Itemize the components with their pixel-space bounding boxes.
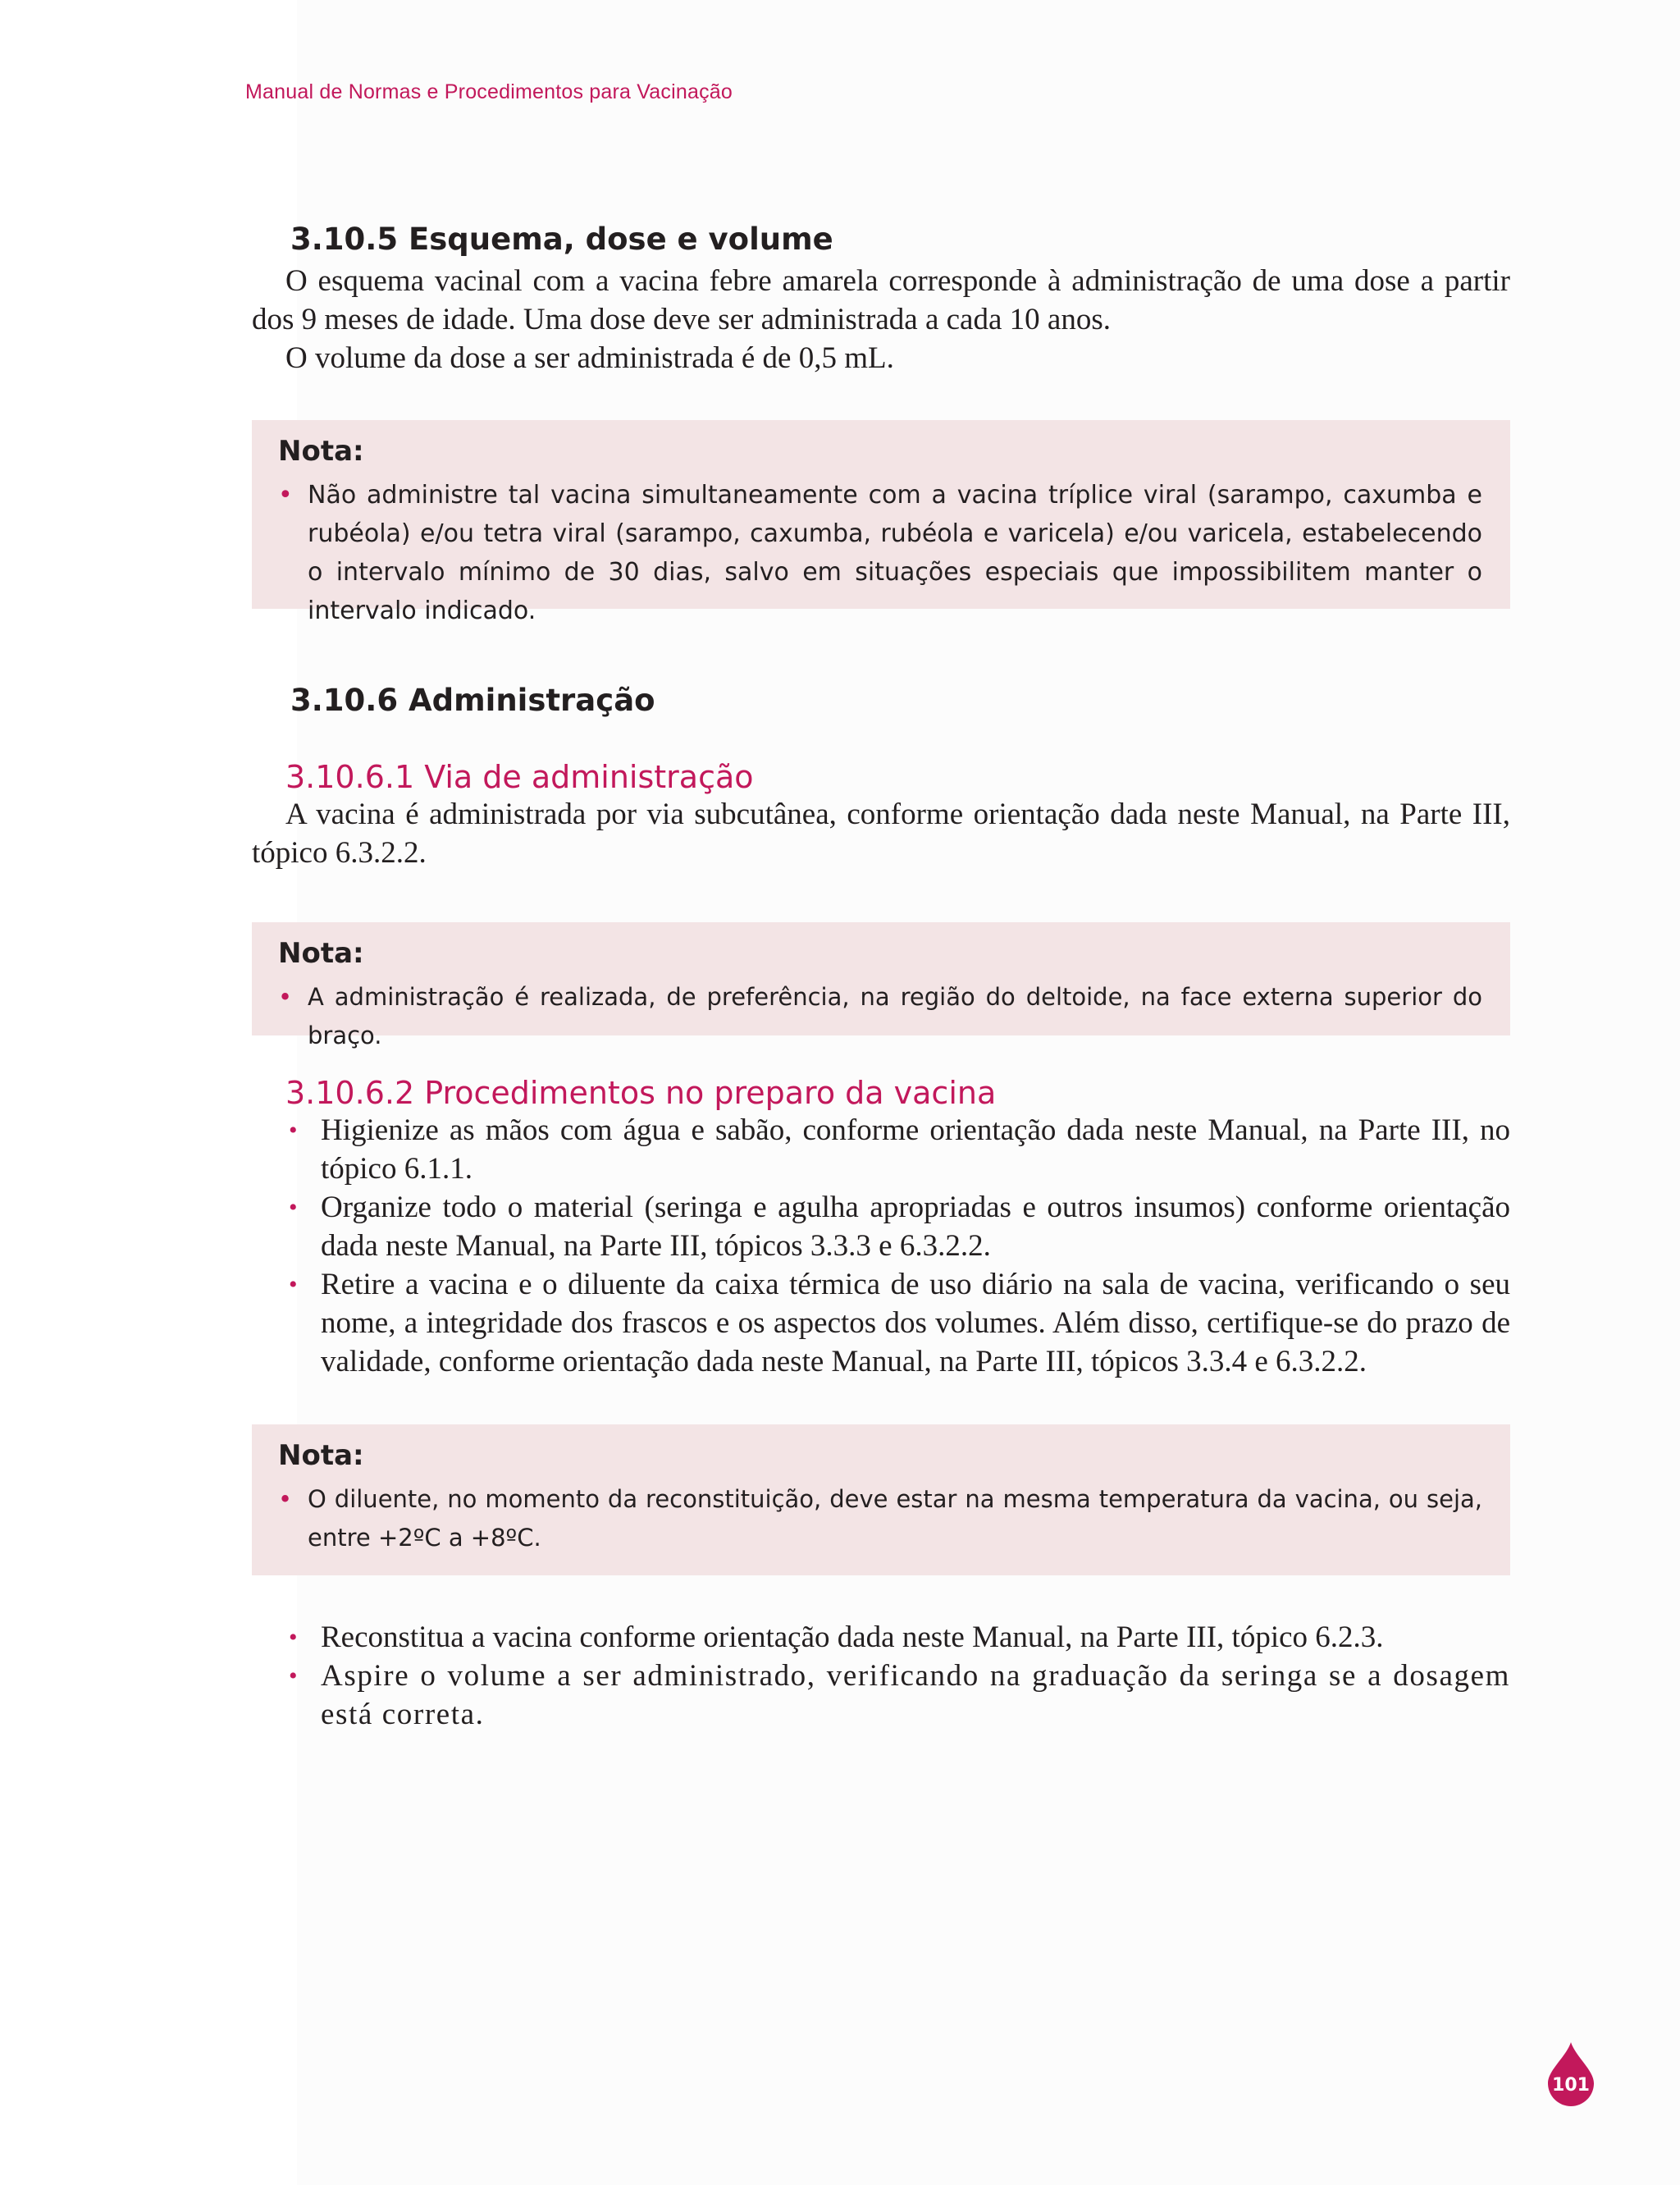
list-item: • Higienize as mãos com água e sabão, conforme orientação dada neste Manual, na Parte III, no tópico 6.1.1. [252, 1111, 1510, 1188]
running-header: Manual de Normas e Procedimentos para Vacinação [245, 80, 733, 103]
note-list-item [278, 476, 1482, 630]
list-item: • Retire a vacina e o diluente da caixa térmica de uso diário na sala de vacina, verificando o seu nome, a integridade dos frascos e os aspectos dos volumes. Além disso, certifique-se do prazo de validade, conforme orientação dada neste Manual, na Parte III, tópicos 3.3.4 e 6.3.2.2. [252, 1265, 1510, 1381]
bullet-icon: • [278, 481, 293, 510]
note-title: Nota: [278, 435, 364, 468]
subsection-heading: 3.10.6.2 Procedimentos no preparo da vacina [285, 1075, 997, 1111]
note-text: Não administre tal vacina simultaneamente com a vacina tríplice viral (sarampo, caxumba e rubéola) e/ou tetra viral (sarampo, caxumba, rubéola e varicela) e/ou varicela, estabelecendo o intervalo mínimo de 30 dias, salvo em situações especiais que impossibilitem manter o intervalo indicado. [308, 481, 1482, 625]
paragraph: A vacina é administrada por via subcutânea, conforme orientação dada neste Manual, na Parte III, tópico 6.3.2.2. [252, 798, 1510, 870]
note-box [252, 1424, 1510, 1575]
section-3-10-6 [252, 683, 1510, 872]
bullet-icon: • [289, 1624, 298, 1651]
note-box [252, 922, 1510, 1049]
note-title: Nota: [278, 937, 364, 970]
section-3-10-5 [252, 222, 1510, 377]
paragraph: O esquema vacinal com a vacina febre amarela corresponde à administração de uma dose a partir dos 9 meses de idade. Uma dose deve ser administrada a cada 10 anos. [252, 264, 1510, 336]
procedure-list [252, 1618, 1510, 1734]
list-item: • Reconstitua a vacina conforme orientação dada neste Manual, na Parte III, tópico 6.2.3. [252, 1618, 1510, 1657]
final-procedures [252, 1618, 1510, 1734]
drop-icon [1546, 2041, 1596, 2106]
page-number-badge [1546, 2041, 1596, 2106]
list-item: • Aspire o volume a ser administrado, verificando na graduação da seringa se a dosagem está correta. [252, 1657, 1510, 1734]
section-heading: 3.10.5 Esquema, dose e volume [290, 222, 833, 257]
bullet-icon: • [289, 1117, 298, 1144]
bullet-icon: • [289, 1194, 298, 1221]
section-heading: 3.10.6 Administração [290, 683, 655, 718]
section-3-10-6-2 [252, 1075, 1510, 1381]
note-text: A administração é realizada, de preferência, na região do deltoide, na face externa superior do braço. [308, 983, 1482, 1049]
note-list-item [278, 978, 1482, 1055]
subsection-heading: 3.10.6.1 Via de administração [285, 759, 754, 795]
note-text: O diluente, no momento da reconstituição, deve estar na mesma temperatura da vacina, ou seja, entre +2ºC a +8ºC. [308, 1485, 1482, 1552]
procedure-list [252, 1111, 1510, 1381]
note-box [252, 420, 1510, 625]
bullet-icon: • [289, 1271, 298, 1298]
note-title: Nota: [278, 1439, 364, 1472]
note-list-item [278, 1480, 1482, 1557]
page-number: 101 [1552, 2075, 1590, 2096]
list-item: • Organize todo o material (seringa e agulha apropriadas e outros insumos) conforme orientação dada neste Manual, na Parte III, tópicos 3.3.3 e 6.3.2.2. [252, 1188, 1510, 1265]
bullet-icon: • [278, 983, 293, 1011]
paragraph: O volume da dose a ser administrada é de 0,5 mL. [285, 341, 894, 375]
bullet-icon: • [278, 1485, 293, 1513]
bullet-icon: • [289, 1662, 299, 1689]
